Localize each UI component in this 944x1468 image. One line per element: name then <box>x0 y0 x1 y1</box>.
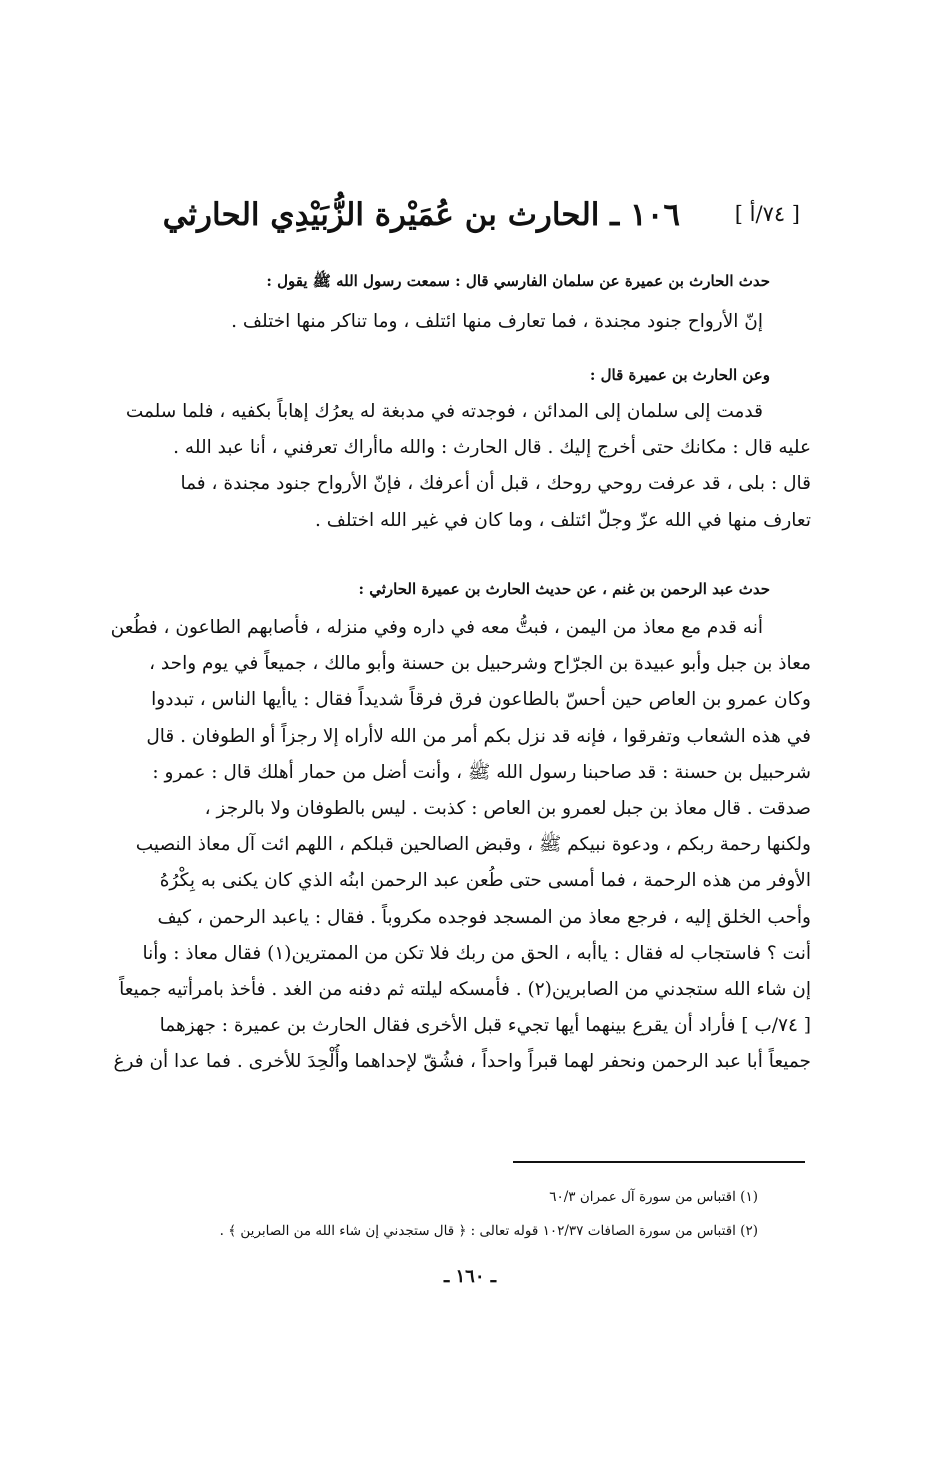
page-number: ـ ١٦٠ ـ <box>443 1266 497 1287</box>
section-1-lead: حدث الحارث بن عميرة عن سلمان الفارسي قال : سمعت رسول الله ﷺ يقول : <box>266 272 770 290</box>
text-line: صدقت . قال معاذ بن جبل لعمرو بن العاص : كذبت . ليس بالطوفان ولا بالرجز ، <box>204 798 811 820</box>
folio-marker: [ ٧٤/أ ] <box>734 202 800 226</box>
text-line: وأحب الخلق إليه ، فرجع معاذ من المسجد فوجده مكروباً . فقال : ياعبد الرحمن ، كيف <box>157 906 811 928</box>
chapter-header <box>162 190 800 250</box>
text-line: [ ٧٤/ب ] فأراد أن يقرع بينهما أيها تجيء قبل الأخرى فقال الحارث بن عميرة : جهزهما <box>159 1015 811 1037</box>
footnote-divider <box>513 1161 805 1163</box>
text-line: أنت ؟ فاستجاب له فقال : ياأبه ، الحق من ربك فلا تكن من الممترين(١) فقال معاذ : وأنا <box>142 942 811 964</box>
section-2-text <box>108 394 811 539</box>
section-3-text <box>108 610 811 1081</box>
text-line: أنه قدم مع معاذ من اليمن ، فبتُّ معه في داره وفي منزله ، فأصابهم الطاعون ، فطُعن <box>110 617 763 638</box>
chapter-title: ١٠٦ ـ الحارث بن عُمَيْرة الزُّبَيْدِي الحارثي <box>162 197 680 233</box>
text-line: في هذه الشعاب وتفرقوا ، فإنه قد نزل بكم أمر من الله لاأراه إلا رجزاً أو الطوفان . قال <box>146 725 811 747</box>
text-line: قدمت إلى سلمان إلى المدائن ، فوجدته في مدبغة له يعرُك إهاباً بكفيه ، فلما سلمت <box>125 401 763 422</box>
section-2-lead: وعن الحارث بن عميرة قال : <box>589 366 770 384</box>
footnote-2: (٢) اقتباس من سورة الصافات ١٠٢/٣٧ قوله تعالى : ﴿ قال ستجدني إن شاء الله من الصابرين ﴾ . <box>219 1223 758 1239</box>
text-line: شرحبيل بن حسنة : قد صاحبنا رسول الله ﷺ ، وأنت أضل من حمار أهلك قال : عمرو : <box>152 761 811 783</box>
text-line: عليه قال : مكانك حتى أخرج إليك . قال الحارث : والله ماأراك تعرفني ، أنا عبد الله . <box>173 437 811 459</box>
text-line: معاذ بن جبل وأبو عبيدة بن الجرّاح وشرحبيل بن حسنة وأبو مالك ، جميعاً في يوم واحد ، <box>149 653 811 675</box>
text-line: إنّ الأرواح جنود مجندة ، فما تعارف منها ائتلف ، وما تناكر منها اختلف . <box>231 311 763 332</box>
footnote-1: (١) اقتباس من سورة آل عمران ٦٠/٣ <box>549 1189 758 1205</box>
section-1-text <box>108 304 811 340</box>
text-line: جميعاً أبا عبد الرحمن ونحفر لهما قبراً واحداً ، فشُقّ لإحداهما وأُلْحِدَ للأخرى . فما عدا أن فرغ <box>113 1051 811 1073</box>
text-line: ولكنها رحمة ربكم ، ودعوة نبيكم ﷺ ، وقبض الصالحين قبلكم ، اللهم ائت آل معاذ النصيب <box>135 834 811 856</box>
section-3-lead: حدث عبد الرحمن بن غنم ، عن حديث الحارث بن عميرة الحارثي : <box>358 580 770 598</box>
text-line: تعارف منها في الله عزّ وجلّ ائتلف ، وما كان في غير الله اختلف . <box>314 509 811 531</box>
text-line: الأوفر من هذه الرحمة ، فما أمسى حتى طُعن عبد الرحمن ابنُه الذي كان يكنى به بِكْرُهُ <box>159 870 811 892</box>
text-line: قال : بلى ، قد عرفت روحي روحك ، قبل أن أعرفك ، فإنّ الأرواح جنود مجندة ، فما <box>180 473 811 495</box>
text-line: وكان عمرو بن العاص حين أحسّ بالطاعون فرق فرقاً شديداً فقال : ياأيها الناس ، تبددوا <box>151 689 811 711</box>
text-line: إن شاء الله ستجدني من الصابرين(٢) . فأمسكه ليلته ثم دفنه من الغد . فأخذ بامرأتيه جميعاً <box>119 979 811 1001</box>
